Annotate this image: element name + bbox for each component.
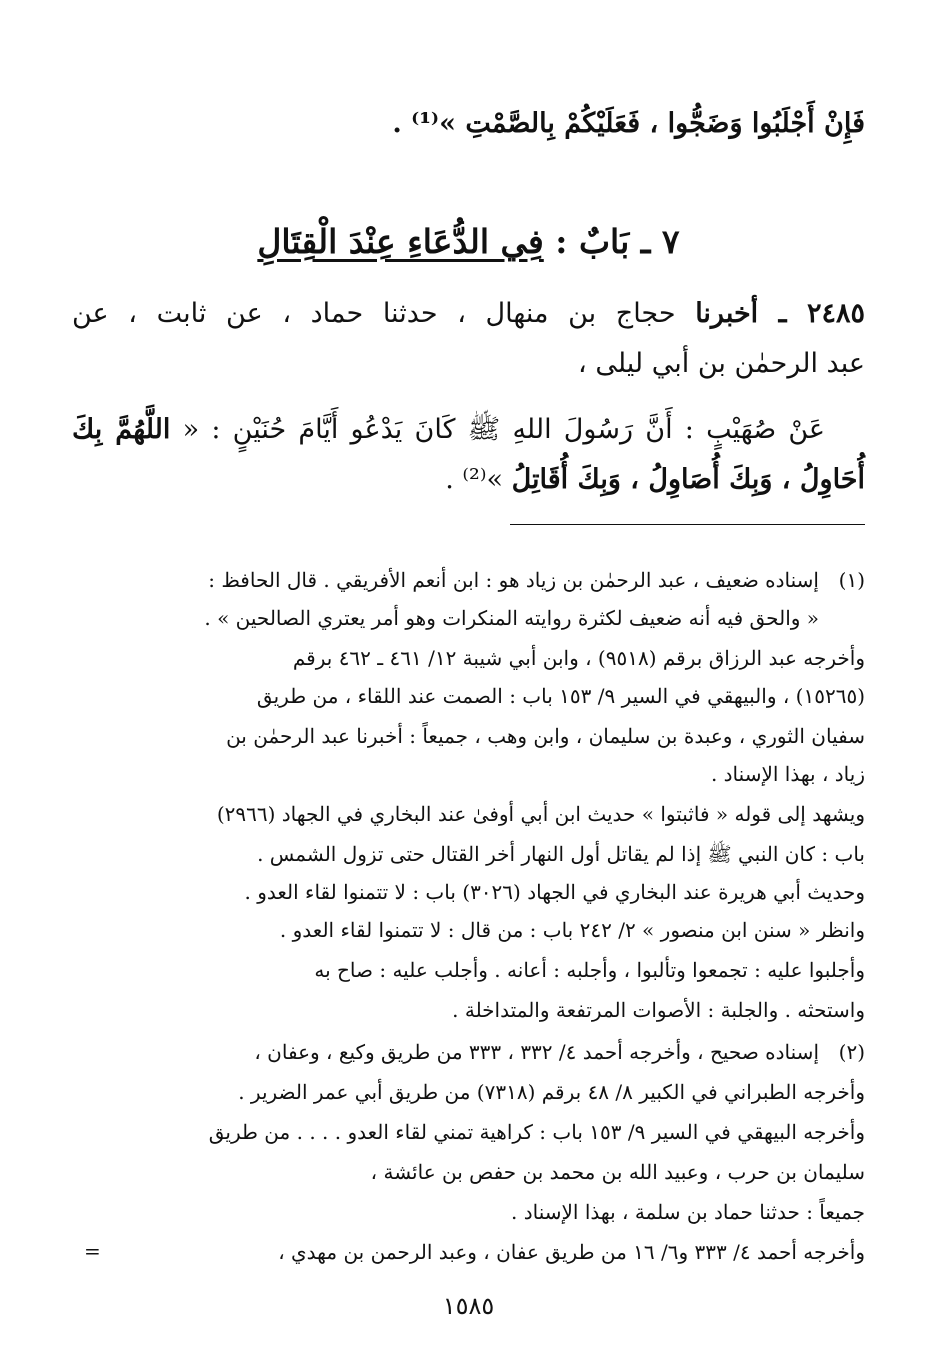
chapter-title: فِي الدُّعَاءِ عِنْدَ الْقِتَالِ bbox=[257, 222, 544, 261]
hadith-isnad-line-2: عبد الرحمٰن بن أبي ليلى ، bbox=[578, 348, 865, 379]
hadith-isnad-rest: حجاج بن منهال ، حدثنا حماد ، عن ثابت ، عن bbox=[72, 298, 696, 329]
hadith-number: ٢٤٨٥ ـ أخبرنا bbox=[695, 298, 865, 329]
hadith-text-1a: عَنْ صُهَيْبٍ : أَنَّ رَسُولَ اللهِ ﷺ كَانَ يَدْعُو أَيَّامَ حُنَيْنٍ : « bbox=[170, 414, 825, 445]
footnote-line: سليمان بن حرب ، وعبيد الله بن محمد بن حفص بن عائشة ، bbox=[370, 1160, 865, 1184]
hadith-text-2a: أُحَاوِلُ ، وَبِكَ أُصَاوِلُ ، وَبِكَ أُقَاتِلُ bbox=[511, 464, 865, 495]
footnote-line: وأخرجه البيهقي في السير ٩/ ١٥٣ باب : كراهية تمني لقاء العدو . . . . من طريق bbox=[208, 1120, 865, 1144]
footnote-line: إسناده صحيح ، وأخرجه أحمد ٤/ ٣٣٢ ، ٣٣٣ من طريق وكيع ، وعفان ، bbox=[254, 1040, 819, 1064]
page-number: ١٥٨٥ bbox=[442, 1292, 495, 1320]
footnote-line: وأخرجه عبد الرزاق برقم (٩٥١٨) ، وابن أبي شيبة ١٢/ ٤٦١ ـ ٤٦٢ برقم bbox=[292, 646, 865, 670]
hadith-text-2b: »⁽²⁾ . bbox=[445, 464, 512, 495]
footnote-line: زياد ، بهذا الإسناد . bbox=[710, 762, 865, 786]
footnote-line: « والحق فيه أنه ضعيف لكثرة روايته المنكرات وهو أمر يعتري الصالحين » . bbox=[204, 606, 819, 630]
footnote-line: وأخرجه الطبراني في الكبير ٨/ ٤٨ برقم (٧٣١٨) من طريق أبي عمر الضرير . bbox=[238, 1080, 865, 1104]
footnote-line: سفيان الثوري ، وعبدة بن سليمان ، وابن وهب ، جميعاً : أخبرنا عبد الرحمٰن بن bbox=[226, 724, 865, 748]
footnote-line: وحديث أبي هريرة عند البخاري في الجهاد (٣٠٢٦) باب : لا تتمنوا لقاء العدو . bbox=[244, 880, 865, 904]
continuation-mark: = bbox=[84, 1239, 101, 1263]
footnote-1-marker: (١) bbox=[838, 568, 865, 592]
footnote-line: وأخرجه أحمد ٤/ ٣٣٣ و٦/ ١٦ من طريق عفان ، وعبد الرحمن بن مهدي ، bbox=[278, 1240, 865, 1264]
footnote-line: باب : كان النبي ﷺ إذا لم يقاتل أول النهار أخر القتال حتى تزول الشمس . bbox=[257, 842, 865, 866]
footnote-line: جميعاً : حدثنا حماد بن سلمة ، بهذا الإسناد . bbox=[510, 1200, 865, 1224]
chapter-heading bbox=[0, 222, 937, 261]
hadith-text-line-1 bbox=[72, 410, 865, 450]
footnote-line: واستحثه . والجلبة : الأصوات المرتفعة والمتداخلة . bbox=[452, 998, 865, 1022]
top-line: فَإِنْ أَجْلَبُوا وَضَجُّوا ، فَعَلَيْكُمْ بِالصَّمْتِ »⁽¹⁾ . bbox=[392, 108, 865, 139]
hadith-text-line-2 bbox=[445, 460, 865, 500]
footnote-line: (١٥٢٦٥) ، والبيهقي في السير ٩/ ١٥٣ باب : الصمت عند اللقاء ، من طريق bbox=[256, 684, 865, 708]
chapter-prefix: ٧ ـ بَابٌ : bbox=[555, 222, 680, 261]
footnote-line: وأجلبوا عليه : تجمعوا وتألبوا ، وأجلبه : أعانه . وأجلب عليه : صاح به bbox=[314, 958, 865, 982]
hadith-isnad-line-1 bbox=[72, 294, 865, 334]
footnote-2-marker: (٢) bbox=[838, 1040, 865, 1064]
footnote-line: إسناده ضعيف ، عبد الرحمٰن بن زياد هو : ابن أنعم الأفريقي . قال الحافظ : bbox=[208, 568, 819, 592]
hadith-text-1b: اللَّهُمَّ بِكَ bbox=[72, 414, 171, 445]
footnote-separator bbox=[510, 524, 865, 525]
footnote-line: وانظر « سنن ابن منصور » ٢/ ٢٤٢ باب : من قال : لا تتمنوا لقاء العدو . bbox=[279, 918, 865, 942]
footnote-line: ويشهد إلى قوله « فاثبتوا » حديث ابن أبي أوفىٰ عند البخاري في الجهاد (٢٩٦٦) bbox=[216, 802, 865, 826]
